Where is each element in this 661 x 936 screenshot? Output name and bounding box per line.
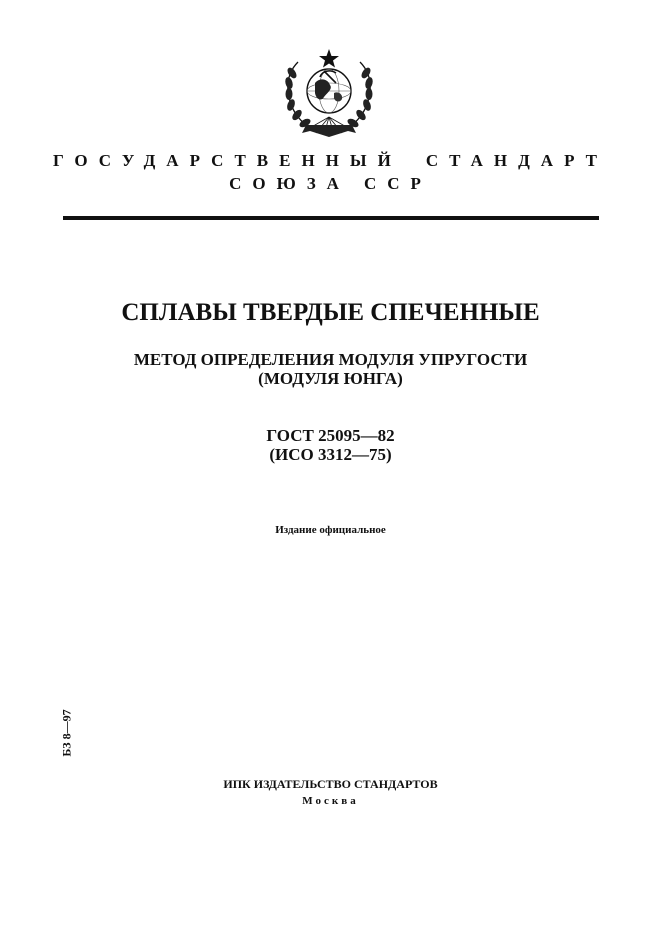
header-word-union: СОЮЗА	[229, 174, 350, 193]
publisher: ИПК ИЗДАТЕЛЬСТВО СТАНДАРТОВ	[223, 777, 438, 791]
publisher-city: Москва	[302, 795, 359, 807]
header-state-standard	[0, 151, 661, 171]
side-code	[60, 705, 74, 761]
side-code-text: БЗ 8—97	[59, 709, 74, 757]
header-ussr	[0, 174, 661, 194]
header-word-state: ГОСУДАРСТВЕННЫЙ	[52, 151, 402, 170]
header-word-standard: СТАНДАРТ	[425, 151, 609, 170]
standard-numbers	[0, 426, 661, 464]
document-subtitle	[0, 350, 661, 388]
gost-number: ГОСТ 25095—82	[266, 426, 395, 445]
edition-note: Издание официальное	[275, 524, 386, 536]
document-title: СПЛАВЫ ТВЕРДЫЕ СПЕЧЕННЫЕ	[121, 299, 540, 326]
ussr-state-emblem-icon	[278, 47, 380, 143]
iso-number: (ИСО 3312—75)	[269, 445, 392, 464]
header-divider	[63, 216, 599, 220]
header-word-ssr: ССР	[363, 174, 432, 193]
subtitle-line-2: (МОДУЛЯ ЮНГА)	[258, 369, 403, 388]
subtitle-line-1: МЕТОД ОПРЕДЕЛЕНИЯ МОДУЛЯ УПРУГОСТИ	[133, 350, 528, 369]
